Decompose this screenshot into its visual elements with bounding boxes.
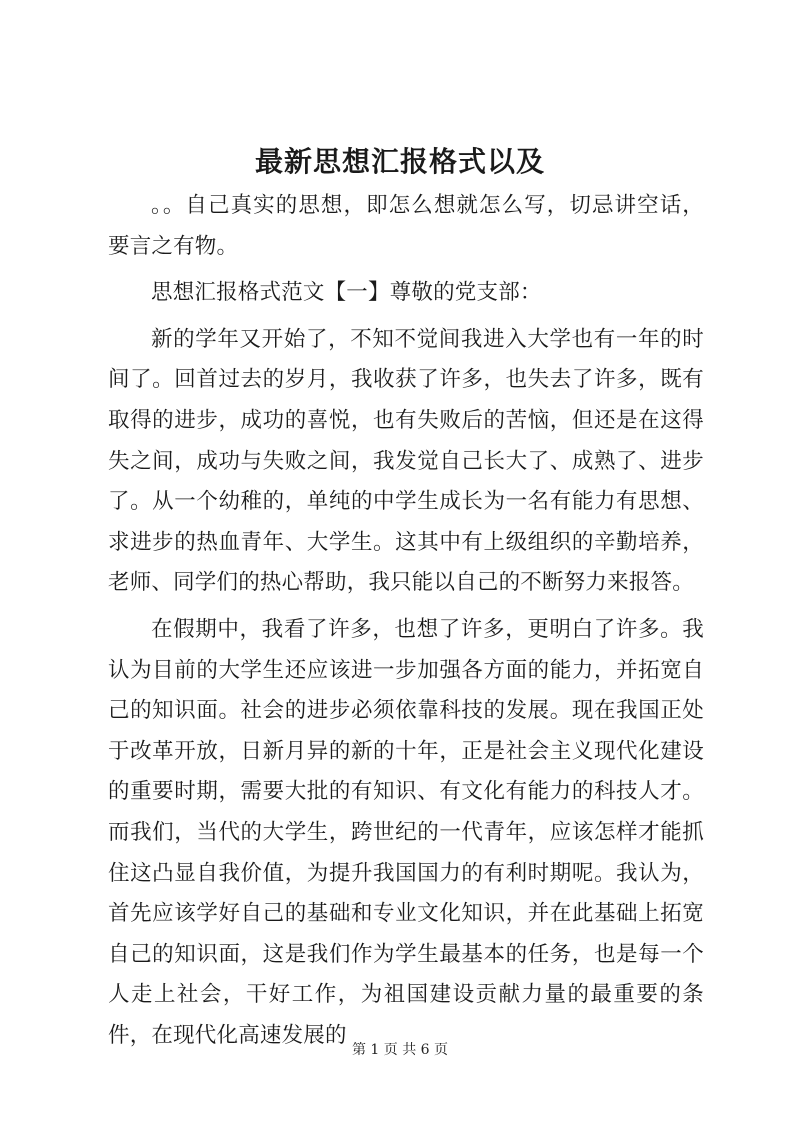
page-number-footer: 第 1 页 共 6 页 [351,1042,449,1058]
paragraph-reflection: 新的学年又开始了，不知不觉间我进入大学也有一年的时间了。回首过去的岁月，我收获了许多，也失去了许多，既有取得的进步，成功的喜悦，也有失败后的苦恼，但还是在这得失之间，成功与失败之间，我发觉自己长大了、成熟了、进步了。从一个幼稚的，单纯的中学生成长为一名有能力有思想、求进步的热血青年、大学生。这其中有上级组织的辛勤培养，老师、同学们的热心帮助，我只能以自己的不断努力来报答。 [108,326,704,596]
document-body [108,186,704,1056]
document-title: 最新思想汇报格式以及 [254,145,545,178]
paragraph-vacation-thoughts: 在假期中，我看了许多，也想了许多，更明白了许多。我认为目前的大学生还应该进一步加强各方面的能力，并拓宽自己的知识面。社会的进步必须依靠科技的发展。现在我国正处于改革开放，日新月异的新的十年，正是社会主义现代化建设的重要时期，需要大批的有知识、有文化有能力的科技人才。而我们，当代的大学生，跨世纪的一代青年，应该怎样才能抓住这凸显自我价值，为提升我国国力的有利时期呢。我认为，首先应该学好自己的基础和专业文化知识，并在此基础上拓宽自己的知识面，这是我们作为学生最基本的任务，也是每一个人走上社会，干好工作，为祖国建设贡献力量的最重要的条件，在现代化高速发展的 [108,616,704,1048]
paragraph-intro: 。。自己真实的思想，即怎么想就怎么写，切忌讲空话，要言之有物。 [108,193,704,259]
paragraph-salutation: 思想汇报格式范文【一】尊敬的党支部： [151,280,542,306]
